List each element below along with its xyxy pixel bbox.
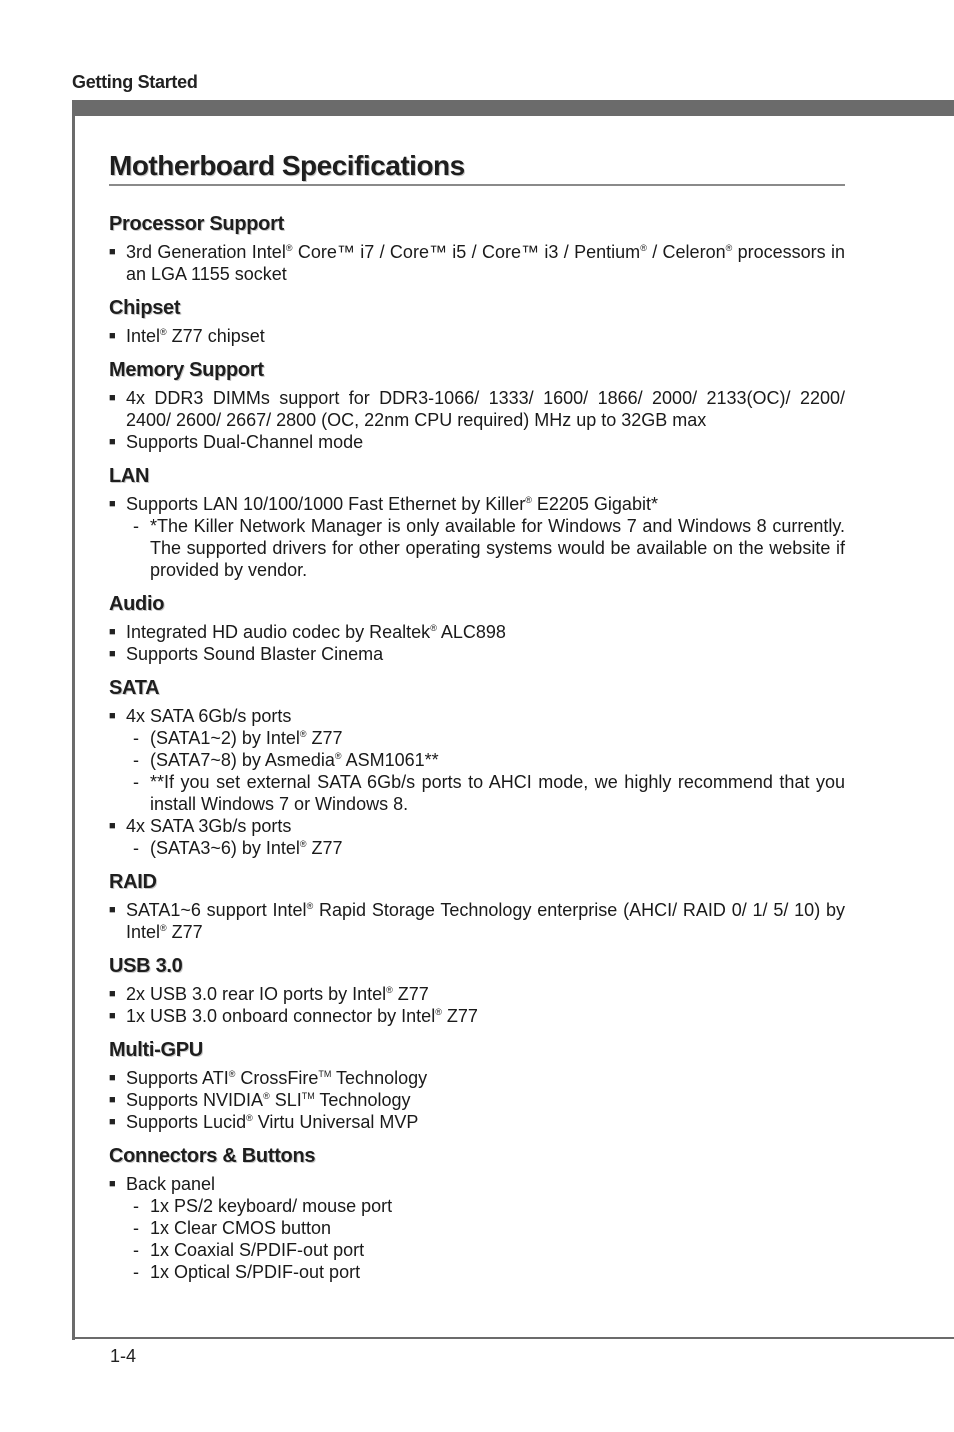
list-item: ■ 2x USB 3.0 rear IO ports by Intel® Z77 — [109, 983, 845, 1005]
section-audio — [109, 591, 845, 665]
list-item: ■ 4x SATA 3Gb/s ports — [109, 815, 845, 837]
sub-item: - 1x Clear CMOS button — [109, 1217, 845, 1239]
frame-left-rule — [72, 100, 75, 1340]
section-processor — [109, 211, 845, 285]
sub-item: - 1x Coaxial S/PDIF-out port — [109, 1239, 845, 1261]
section-title: Connectors & Buttons — [109, 1145, 316, 1167]
list-item: ■ Supports NVIDIA® SLI™ Technology — [109, 1089, 845, 1111]
frame-top-bar — [72, 100, 954, 116]
sub-item: - (SATA1~2) by Intel® Z77 — [109, 727, 845, 749]
sub-item: - *The Killer Network Manager is only available for Windows 7 and Windows 8 currently. The supported drivers for other operating systems would be available on the website if provided by vendor. — [109, 515, 845, 581]
section-title: LAN — [109, 465, 150, 487]
list-item: ■ Intel® Z77 chipset — [109, 325, 845, 347]
section-title: Processor Support — [109, 213, 284, 235]
frame-bottom-rule — [72, 1337, 954, 1339]
section-memory — [109, 357, 845, 453]
section-title: SATA — [109, 677, 160, 699]
page-title: Motherboard Specifications — [109, 150, 845, 186]
list-item: ■ 3rd Generation Intel® Core™ i7 / Core™ i5 / Core™ i3 / Pentium® / Celeron® processors in an LGA 1155 socket — [109, 241, 845, 285]
list-item: ■ Supports Sound Blaster Cinema — [109, 643, 845, 665]
section-title: Memory Support — [109, 359, 264, 381]
section-multigpu — [109, 1037, 845, 1133]
section-chipset — [109, 295, 845, 347]
section-lan — [109, 463, 845, 581]
list-item: ■ 4x DDR3 DIMMs support for DDR3-1066/ 1333/ 1600/ 1866/ 2000/ 2133(OC)/ 2200/ 2400/ 2600/ 2667/ 2800 (OC, 22nm CPU required) MHz up to 32GB max — [109, 387, 845, 431]
section-connectors — [109, 1143, 845, 1283]
list-item: ■ Supports Dual-Channel mode — [109, 431, 845, 453]
sub-item: - **If you set external SATA 6Gb/s ports to AHCI mode, we highly recommend that you install Windows 7 or Windows 8. — [109, 771, 845, 815]
page-number: 1-4 — [110, 1346, 137, 1366]
sub-item: - 1x Optical S/PDIF-out port — [109, 1261, 845, 1283]
list-item: ■ Supports LAN 10/100/1000 Fast Ethernet by Killer® E2205 Gigabit* — [109, 493, 845, 515]
list-item: ■ Integrated HD audio codec by Realtek® ALC898 — [109, 621, 845, 643]
section-title: Chipset — [109, 297, 181, 319]
spec-content — [109, 150, 845, 1283]
section-sata — [109, 675, 845, 859]
section-title: Audio — [109, 593, 165, 615]
section-title: RAID — [109, 871, 157, 893]
section-raid — [109, 869, 845, 943]
running-header: Getting Started — [72, 72, 198, 92]
section-title: Multi-GPU — [109, 1039, 203, 1061]
sub-item: - 1x PS/2 keyboard/ mouse port — [109, 1195, 845, 1217]
section-usb — [109, 953, 845, 1027]
sub-item: - (SATA7~8) by Asmedia® ASM1061** — [109, 749, 845, 771]
list-item: ■ 1x USB 3.0 onboard connector by Intel® Z77 — [109, 1005, 845, 1027]
list-item: ■ 4x SATA 6Gb/s ports — [109, 705, 845, 727]
list-item: ■ Supports ATI® CrossFire™ Technology — [109, 1067, 845, 1089]
list-item: ■ SATA1~6 support Intel® Rapid Storage Technology enterprise (AHCI/ RAID 0/ 1/ 5/ 10) by Intel® Z77 — [109, 899, 845, 943]
section-title: USB 3.0 — [109, 955, 183, 977]
list-item: ■ Supports Lucid® Virtu Universal MVP — [109, 1111, 845, 1133]
sub-item: - (SATA3~6) by Intel® Z77 — [109, 837, 845, 859]
list-item: ■ Back panel — [109, 1173, 845, 1195]
